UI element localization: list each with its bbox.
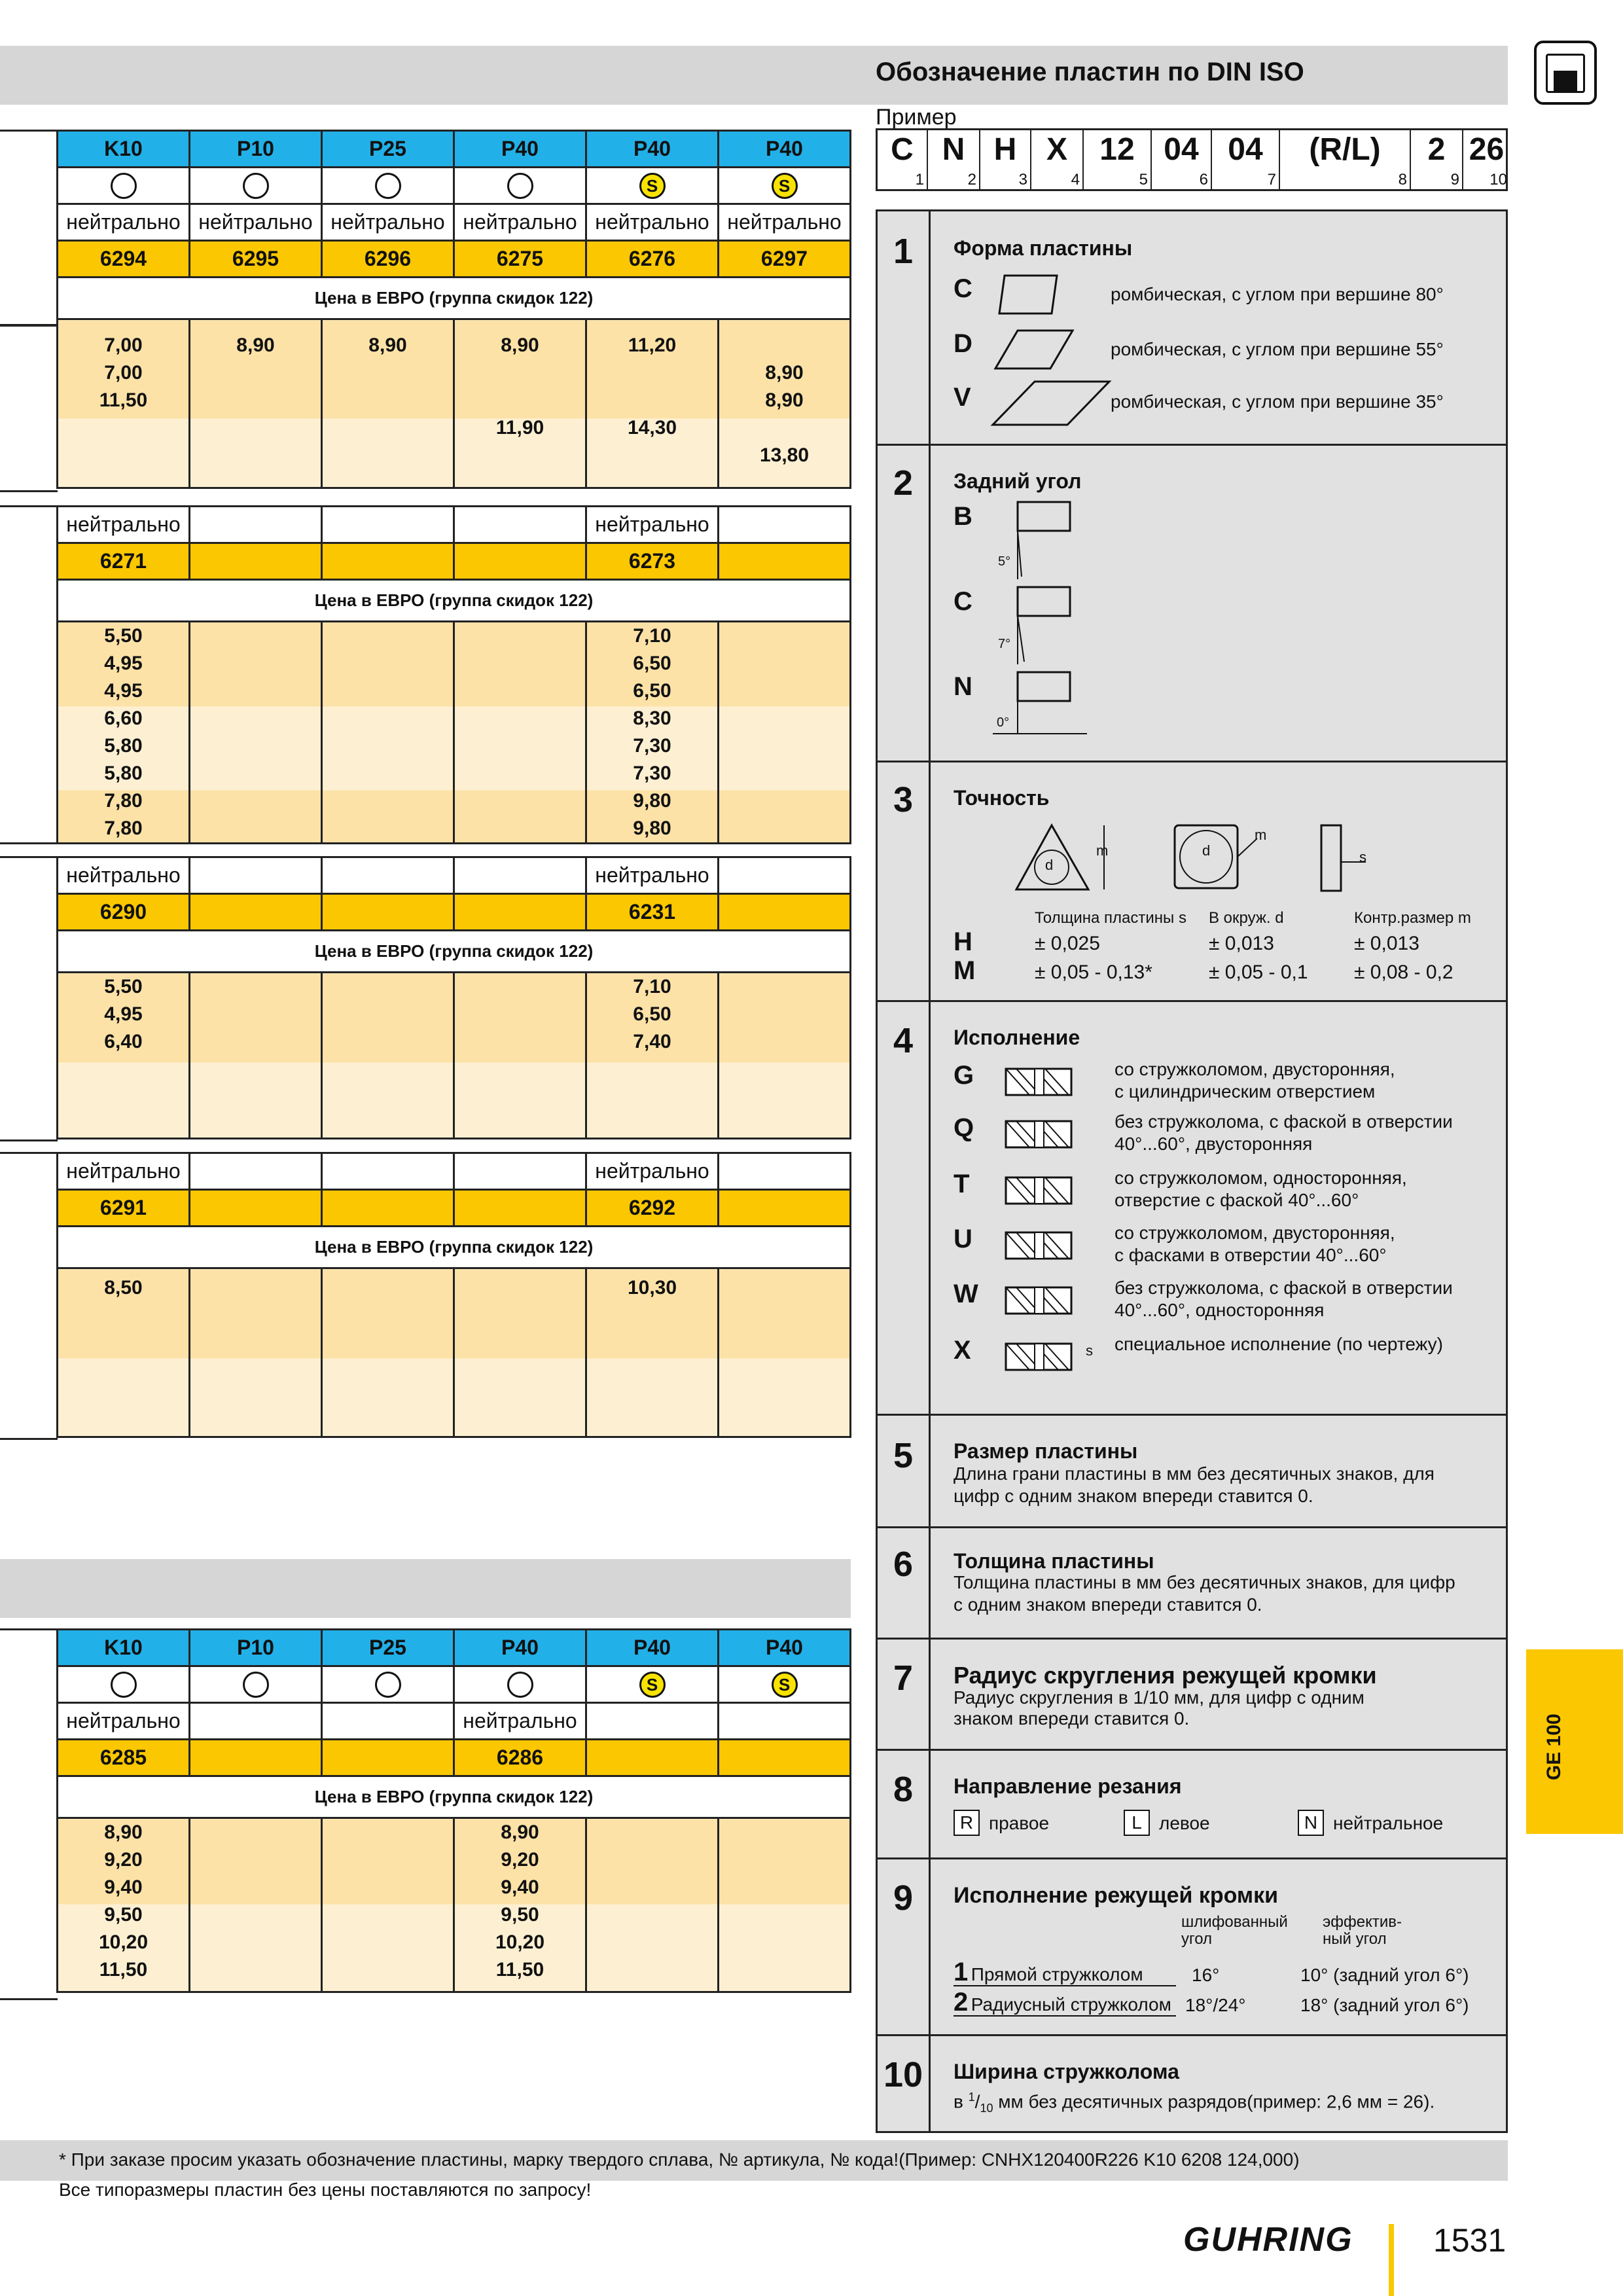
example-code: N	[942, 132, 965, 167]
table2-stub	[0, 505, 58, 844]
dim-label: m	[1255, 827, 1267, 843]
section-title: Толщина пластины	[954, 1549, 1154, 1573]
price-value: 8,90	[501, 1821, 539, 1843]
section-number: 4	[893, 1021, 914, 1060]
example-position: 6	[1199, 171, 1208, 188]
text-part: мм без десятичных разрядов(пример: 2,6 мм = 26).	[993, 2091, 1435, 2112]
footer-note: * При заказе просим указать обозначение пластины, марку твердого сплава, № артикула, № кода!(Пример: CNHX120400R226 K10 6208 124,000)	[59, 2149, 1300, 2170]
price-caption: Цена в ЕВРО (группа скидок 122)	[58, 1776, 851, 1818]
section-number: 10	[883, 2055, 923, 2094]
article-number: 6296	[322, 241, 454, 278]
tolerance-value: ± 0,08 - 0,2	[1354, 961, 1454, 983]
section-9	[878, 1859, 1506, 2036]
article-number: 6271	[58, 543, 190, 580]
table4	[56, 1152, 851, 1438]
example-code: 26	[1469, 132, 1505, 167]
price-value: 8,90	[368, 334, 407, 356]
insert-section-icon	[1003, 1117, 1075, 1155]
tolerance-value: ± 0,013	[1209, 933, 1274, 954]
example-code: X	[1046, 132, 1067, 167]
price-value: 7,80	[104, 790, 143, 812]
letter-q: Q	[954, 1113, 974, 1142]
example-position: 9	[1450, 171, 1459, 188]
example-position: 10	[1489, 171, 1507, 188]
coated-s-icon: S	[639, 173, 666, 199]
price-value: 6,40	[104, 1031, 143, 1052]
example-position: 5	[1139, 171, 1148, 188]
section-text: Радиус скругления в 1/10 мм, для цифр с одним	[954, 1687, 1364, 1708]
insert-section-icon	[1003, 1340, 1075, 1377]
example-code-cell	[980, 130, 1031, 189]
section-7	[878, 1640, 1506, 1751]
page-title: Обозначение пластин по DIN ISO	[876, 58, 1304, 86]
uncoated-icon	[243, 1672, 269, 1698]
price-value: 8,90	[236, 334, 275, 356]
neutral-cell: нейтрально	[58, 857, 190, 894]
edge-name: Радиусный стружколом	[971, 1994, 1171, 2015]
section-title: Исполнение	[954, 1026, 1080, 1049]
price-value: 7,10	[633, 976, 671, 997]
example-label: Пример	[876, 105, 957, 130]
grade-k10: K10	[58, 131, 190, 168]
example-code: 2	[1427, 132, 1446, 167]
edge-angle: 18°/24°	[1185, 1995, 1246, 2015]
price-value: 11,90	[495, 417, 544, 439]
grade-p10: P10	[190, 131, 322, 168]
price-value: 7,40	[633, 1031, 671, 1052]
letter-d: D	[954, 329, 972, 358]
section-text: Толщина пластины в мм без десятичных знаков, для цифр	[954, 1572, 1455, 1592]
example-code-cell	[1083, 130, 1151, 189]
grade-p25: P25	[322, 131, 454, 168]
section-title: Радиус скругления режущей кромки	[954, 1662, 1377, 1689]
edge-number: 1	[954, 1958, 969, 1986]
edge-angle: 16°	[1192, 1965, 1220, 1985]
section-title: Размер пластины	[954, 1439, 1138, 1463]
price-value: 8,90	[501, 334, 539, 356]
page-number: 1531	[1433, 2222, 1507, 2259]
letter-b: B	[954, 502, 972, 531]
table1-stub2	[0, 325, 58, 492]
neutral-cell: нейтрально	[58, 1703, 190, 1740]
angle-label: 0°	[997, 715, 1010, 730]
neutral-cell: нейтрально	[586, 204, 719, 241]
article-number: 6275	[454, 241, 586, 278]
price-value: 9,40	[501, 1876, 539, 1898]
section-text: Длина грани пластины в мм без десятичных знаков, для	[954, 1463, 1435, 1484]
price-caption: Цена в ЕВРО (группа скидок 122)	[58, 1227, 851, 1268]
example-code-cell	[878, 130, 927, 189]
col-head: угол	[1181, 1930, 1213, 1948]
direction-box-n: N	[1298, 1810, 1324, 1836]
article-number: 6291	[58, 1190, 190, 1227]
catalog-icon	[1534, 41, 1597, 105]
section-text: с одним знаком впереди ставится 0.	[954, 1594, 1262, 1615]
price-value: 8,30	[633, 708, 671, 729]
insert-section-icon	[1003, 1283, 1075, 1321]
price-value: 9,80	[633, 817, 671, 839]
price-value: 5,80	[104, 762, 143, 784]
coated-s-icon: S	[639, 1672, 666, 1698]
direction-label: правое	[989, 1813, 1050, 1833]
letter-c: C	[954, 274, 972, 303]
design-desc: 40°...60°, двусторонняя	[1115, 1134, 1313, 1154]
price-value: 9,80	[633, 790, 671, 812]
uncoated-icon	[111, 1672, 137, 1698]
direction-box-r: R	[954, 1810, 980, 1836]
price-value: 6,50	[633, 680, 671, 702]
uncoated-icon	[243, 173, 269, 199]
table3-stub	[0, 856, 58, 1141]
price-value: 6,50	[633, 653, 671, 674]
grade-k10: K10	[58, 1630, 190, 1666]
letter-m: M	[954, 956, 976, 985]
article-number: 6286	[454, 1740, 586, 1776]
letter-v: V	[954, 383, 971, 412]
design-desc: отверстие с фаской 40°...60°	[1115, 1190, 1359, 1210]
thickness-label: s	[1086, 1342, 1093, 1359]
price-value: 11,50	[99, 1959, 148, 1981]
letter-n: N	[954, 672, 972, 701]
example-position: 3	[1018, 171, 1027, 188]
example-code: 04	[1164, 132, 1199, 167]
design-desc: со стружколомом, двусторонняя,	[1115, 1059, 1395, 1079]
col-head: шлифованный	[1181, 1913, 1288, 1931]
section-text: в $^1/_{10}$ мм без десятичных разрядов(пример: 2,6 мм = 26).	[954, 2090, 1435, 2115]
edge-name: Прямой стружколом	[971, 1964, 1143, 1984]
col-head: эффектив-	[1323, 1913, 1402, 1931]
side-tab	[1526, 1649, 1623, 1834]
dim-label: d	[1202, 842, 1211, 859]
shape-desc: ромбическая, с углом при вершине 55°	[1111, 339, 1444, 359]
letter-t: T	[954, 1170, 970, 1198]
price-value: 10,20	[495, 1931, 545, 1953]
uncoated-icon	[507, 1672, 533, 1698]
example-code: 12	[1099, 132, 1135, 167]
neutral-cell: нейтрально	[58, 1153, 190, 1190]
example-code-cell	[1031, 130, 1083, 189]
shape-desc: ромбическая, с углом при вершине 35°	[1111, 391, 1444, 412]
direction-box-l: L	[1124, 1810, 1150, 1836]
section-title: Исполнение режущей кромки	[954, 1883, 1279, 1908]
section-4	[878, 1002, 1506, 1416]
example-code-cell	[1410, 130, 1463, 189]
article-number: 6276	[586, 241, 719, 278]
example-code-box	[876, 128, 1508, 191]
section-5	[878, 1416, 1506, 1528]
section-number: 7	[893, 1659, 914, 1698]
tolerance-square-icon	[1171, 819, 1262, 897]
section-text: знаком впереди ставится 0.	[954, 1708, 1190, 1729]
col-head: Толщина пластины s	[1035, 909, 1186, 927]
price-caption: Цена в ЕВРО (группа скидок 122)	[58, 278, 851, 319]
article-number: 6297	[719, 241, 851, 278]
neutral-cell: нейтрально	[322, 204, 454, 241]
section-number: 9	[893, 1878, 914, 1918]
price-caption: Цена в ЕВРО (группа скидок 122)	[58, 580, 851, 622]
coated-s-icon: S	[772, 1672, 798, 1698]
letter-x: X	[954, 1336, 971, 1365]
section-title: Задний угол	[954, 469, 1082, 493]
design-desc: со стружколомом, односторонняя,	[1115, 1168, 1407, 1188]
letter-g: G	[954, 1061, 974, 1090]
section-number: 1	[893, 232, 914, 271]
price-value: 7,00	[104, 334, 143, 356]
neutral-cell: нейтрально	[454, 204, 586, 241]
table4-stub	[0, 1152, 58, 1440]
price-value: 9,20	[501, 1849, 539, 1871]
price-caption: Цена в ЕВРО (группа скидок 122)	[58, 931, 851, 973]
coated-s-icon: S	[772, 173, 798, 199]
price-value: 13,80	[759, 444, 810, 466]
grade-p40: P40	[454, 1630, 586, 1666]
price-value: 8,90	[765, 362, 804, 384]
section-3	[878, 762, 1506, 1002]
section-text: цифр с одним знаком впереди ставится 0.	[954, 1486, 1313, 1506]
direction-label: нейтральное	[1333, 1813, 1444, 1833]
price-value: 9,20	[104, 1849, 143, 1871]
design-desc: специальное исполнение (по чертежу)	[1115, 1334, 1443, 1354]
grade-p10: P10	[190, 1630, 322, 1666]
section-title: Точность	[954, 786, 1050, 810]
neutral-cell: нейтрально	[586, 507, 719, 543]
clearance-angle-7-icon	[989, 583, 1087, 668]
section-number: 2	[893, 463, 914, 503]
section-number: 3	[893, 780, 914, 819]
iso-designation-panel	[876, 209, 1508, 2133]
price-value: 5,50	[104, 625, 143, 647]
example-code-cell	[1279, 130, 1410, 189]
article-number: 6292	[586, 1190, 719, 1227]
table2	[56, 505, 851, 844]
grade-p40-s2: P40	[719, 1630, 851, 1666]
clearance-angle-5-icon	[989, 498, 1087, 583]
letter-w: W	[954, 1280, 978, 1308]
tolerance-value: ± 0,05 - 0,1	[1209, 961, 1308, 983]
edge-effective: 10° (задний угол 6°)	[1300, 1965, 1469, 1985]
section-number: 5	[893, 1436, 914, 1475]
neutral-cell: нейтрально	[454, 1703, 586, 1740]
price-value: 8,90	[765, 389, 804, 411]
letter-u: U	[954, 1225, 972, 1253]
section-title: Форма пластины	[954, 236, 1133, 260]
price-value: 11,50	[495, 1959, 544, 1981]
article-number: 6285	[58, 1740, 190, 1776]
price-value: 7,00	[104, 362, 143, 384]
price-value: 14,30	[627, 417, 677, 439]
price-value: 10,20	[98, 1931, 149, 1953]
neutral-cell: нейтрально	[586, 857, 719, 894]
price-value: 8,50	[104, 1277, 143, 1299]
price-value: 8,90	[104, 1821, 143, 1843]
text-sup: 1	[968, 2090, 975, 2104]
edge-row	[954, 1988, 1176, 2017]
design-desc: без стружколома, с фаской в отверстии	[1115, 1111, 1453, 1132]
letter-c: C	[954, 587, 972, 616]
design-desc: с фасками в отверстии 40°...60°	[1115, 1245, 1387, 1265]
table1	[56, 130, 851, 489]
grade-p40-s2: P40	[719, 131, 851, 168]
price-value: 11,20	[628, 334, 677, 356]
example-code-cell	[1151, 130, 1211, 189]
tolerance-value: ± 0,05 - 0,13*	[1035, 961, 1152, 983]
example-code: H	[993, 132, 1017, 167]
uncoated-icon	[507, 173, 533, 199]
neutral-cell: нейтрально	[719, 204, 851, 241]
example-position: 4	[1071, 171, 1080, 188]
table5	[56, 1628, 851, 1993]
edge-number: 2	[954, 1988, 969, 2017]
text-part: в	[954, 2091, 969, 2112]
footer-note-2: Все типоразмеры пластин без цены поставляются по запросу!	[59, 2179, 592, 2200]
neutral-cell: нейтрально	[586, 1153, 719, 1190]
price-value: 5,80	[104, 735, 143, 757]
price-value: 5,50	[104, 976, 143, 997]
price-value: 7,30	[633, 735, 671, 757]
section-10	[878, 2036, 1506, 2131]
letter-h: H	[954, 927, 972, 956]
price-value: 4,95	[104, 653, 143, 674]
direction-label: левое	[1159, 1813, 1210, 1833]
price-value: 7,10	[633, 625, 671, 647]
article-number: 6231	[586, 894, 719, 931]
design-desc: 40°...60°, односторонняя	[1115, 1300, 1325, 1320]
article-number: 6290	[58, 894, 190, 931]
section-number: 6	[893, 1545, 914, 1584]
neutral-cell: нейтрально	[58, 204, 190, 241]
design-desc: со стружколомом, двусторонняя,	[1115, 1223, 1395, 1243]
example-code-cell	[927, 130, 980, 189]
insert-section-icon	[1003, 1229, 1075, 1266]
footer-divider	[1389, 2224, 1394, 2296]
angle-label: 7°	[998, 637, 1011, 651]
article-number: 6295	[190, 241, 322, 278]
uncoated-icon	[111, 173, 137, 199]
neutral-cell: нейтрально	[190, 204, 322, 241]
col-head: ный угол	[1323, 1930, 1387, 1948]
example-position: 1	[915, 171, 924, 188]
example-code: C	[891, 132, 914, 167]
tolerance-value: ± 0,025	[1035, 933, 1100, 954]
price-value: 9,40	[104, 1876, 143, 1898]
design-desc: с цилиндрическим отверстием	[1115, 1081, 1376, 1102]
neutral-cell: нейтрально	[58, 507, 190, 543]
table5-stub	[0, 1628, 58, 2000]
article-number: 6273	[586, 543, 719, 580]
angle-label: 5°	[998, 554, 1011, 569]
grade-p40-s: P40	[586, 1630, 719, 1666]
shape-desc: ромбическая, с углом при вершине 80°	[1111, 284, 1444, 304]
price-value: 7,30	[633, 762, 671, 784]
table1-stub	[0, 130, 58, 326]
col-head: В окруж. d	[1209, 909, 1284, 927]
price-value: 4,95	[104, 680, 143, 702]
grade-p40: P40	[454, 131, 586, 168]
section-title: Направление резания	[954, 1774, 1182, 1798]
section-title: Ширина стружколома	[954, 2060, 1179, 2083]
price-value: 7,80	[104, 817, 143, 839]
example-code-cell	[1211, 130, 1279, 189]
price-value: 6,50	[633, 1003, 671, 1025]
dim-label: d	[1045, 857, 1054, 873]
price-value: 4,95	[104, 1003, 143, 1025]
rhombus-55-icon	[991, 327, 1077, 372]
example-position: 8	[1398, 171, 1407, 188]
brand-logo: GUHRING	[1183, 2221, 1353, 2259]
example-position: 7	[1267, 171, 1276, 188]
insert-section-icon	[1003, 1174, 1075, 1211]
price-value: 6,60	[104, 708, 143, 729]
price-value: 10,30	[627, 1277, 677, 1299]
section-8	[878, 1751, 1506, 1859]
grade-p25: P25	[322, 1630, 454, 1666]
design-desc: без стружколома, с фаской в отверстии	[1115, 1278, 1453, 1298]
dim-label: m	[1096, 842, 1109, 859]
section-number: 8	[893, 1770, 914, 1809]
section-bar	[0, 1559, 851, 1618]
price-col	[58, 332, 188, 414]
col-head: Контр.размер m	[1354, 909, 1471, 927]
dim-label: s	[1359, 849, 1366, 865]
edge-row	[954, 1958, 1176, 1986]
edge-effective: 18° (задний угол 6°)	[1300, 1995, 1469, 2015]
example-code-cell	[1463, 130, 1510, 189]
example-code: 04	[1228, 132, 1263, 167]
article-number: 6294	[58, 241, 190, 278]
uncoated-icon	[375, 1672, 401, 1698]
section-1	[878, 211, 1506, 446]
side-tab-label: GE 100	[1543, 1713, 1565, 1780]
example-code: (R/L)	[1309, 132, 1381, 167]
rhombus-35-icon	[989, 378, 1113, 430]
example-position: 2	[967, 171, 976, 188]
rhombus-80-icon	[995, 272, 1061, 317]
table3	[56, 856, 851, 1139]
tolerance-value: ± 0,013	[1354, 933, 1419, 954]
section-6	[878, 1528, 1506, 1640]
insert-section-icon	[1003, 1065, 1075, 1102]
grade-p40-s: P40	[586, 131, 719, 168]
section-2	[878, 446, 1506, 762]
text-sub: 10	[980, 2101, 993, 2115]
price-value: 9,50	[104, 1904, 143, 1926]
price-value: 11,50	[99, 389, 148, 411]
uncoated-icon	[375, 173, 401, 199]
price-value: 9,50	[501, 1904, 539, 1926]
